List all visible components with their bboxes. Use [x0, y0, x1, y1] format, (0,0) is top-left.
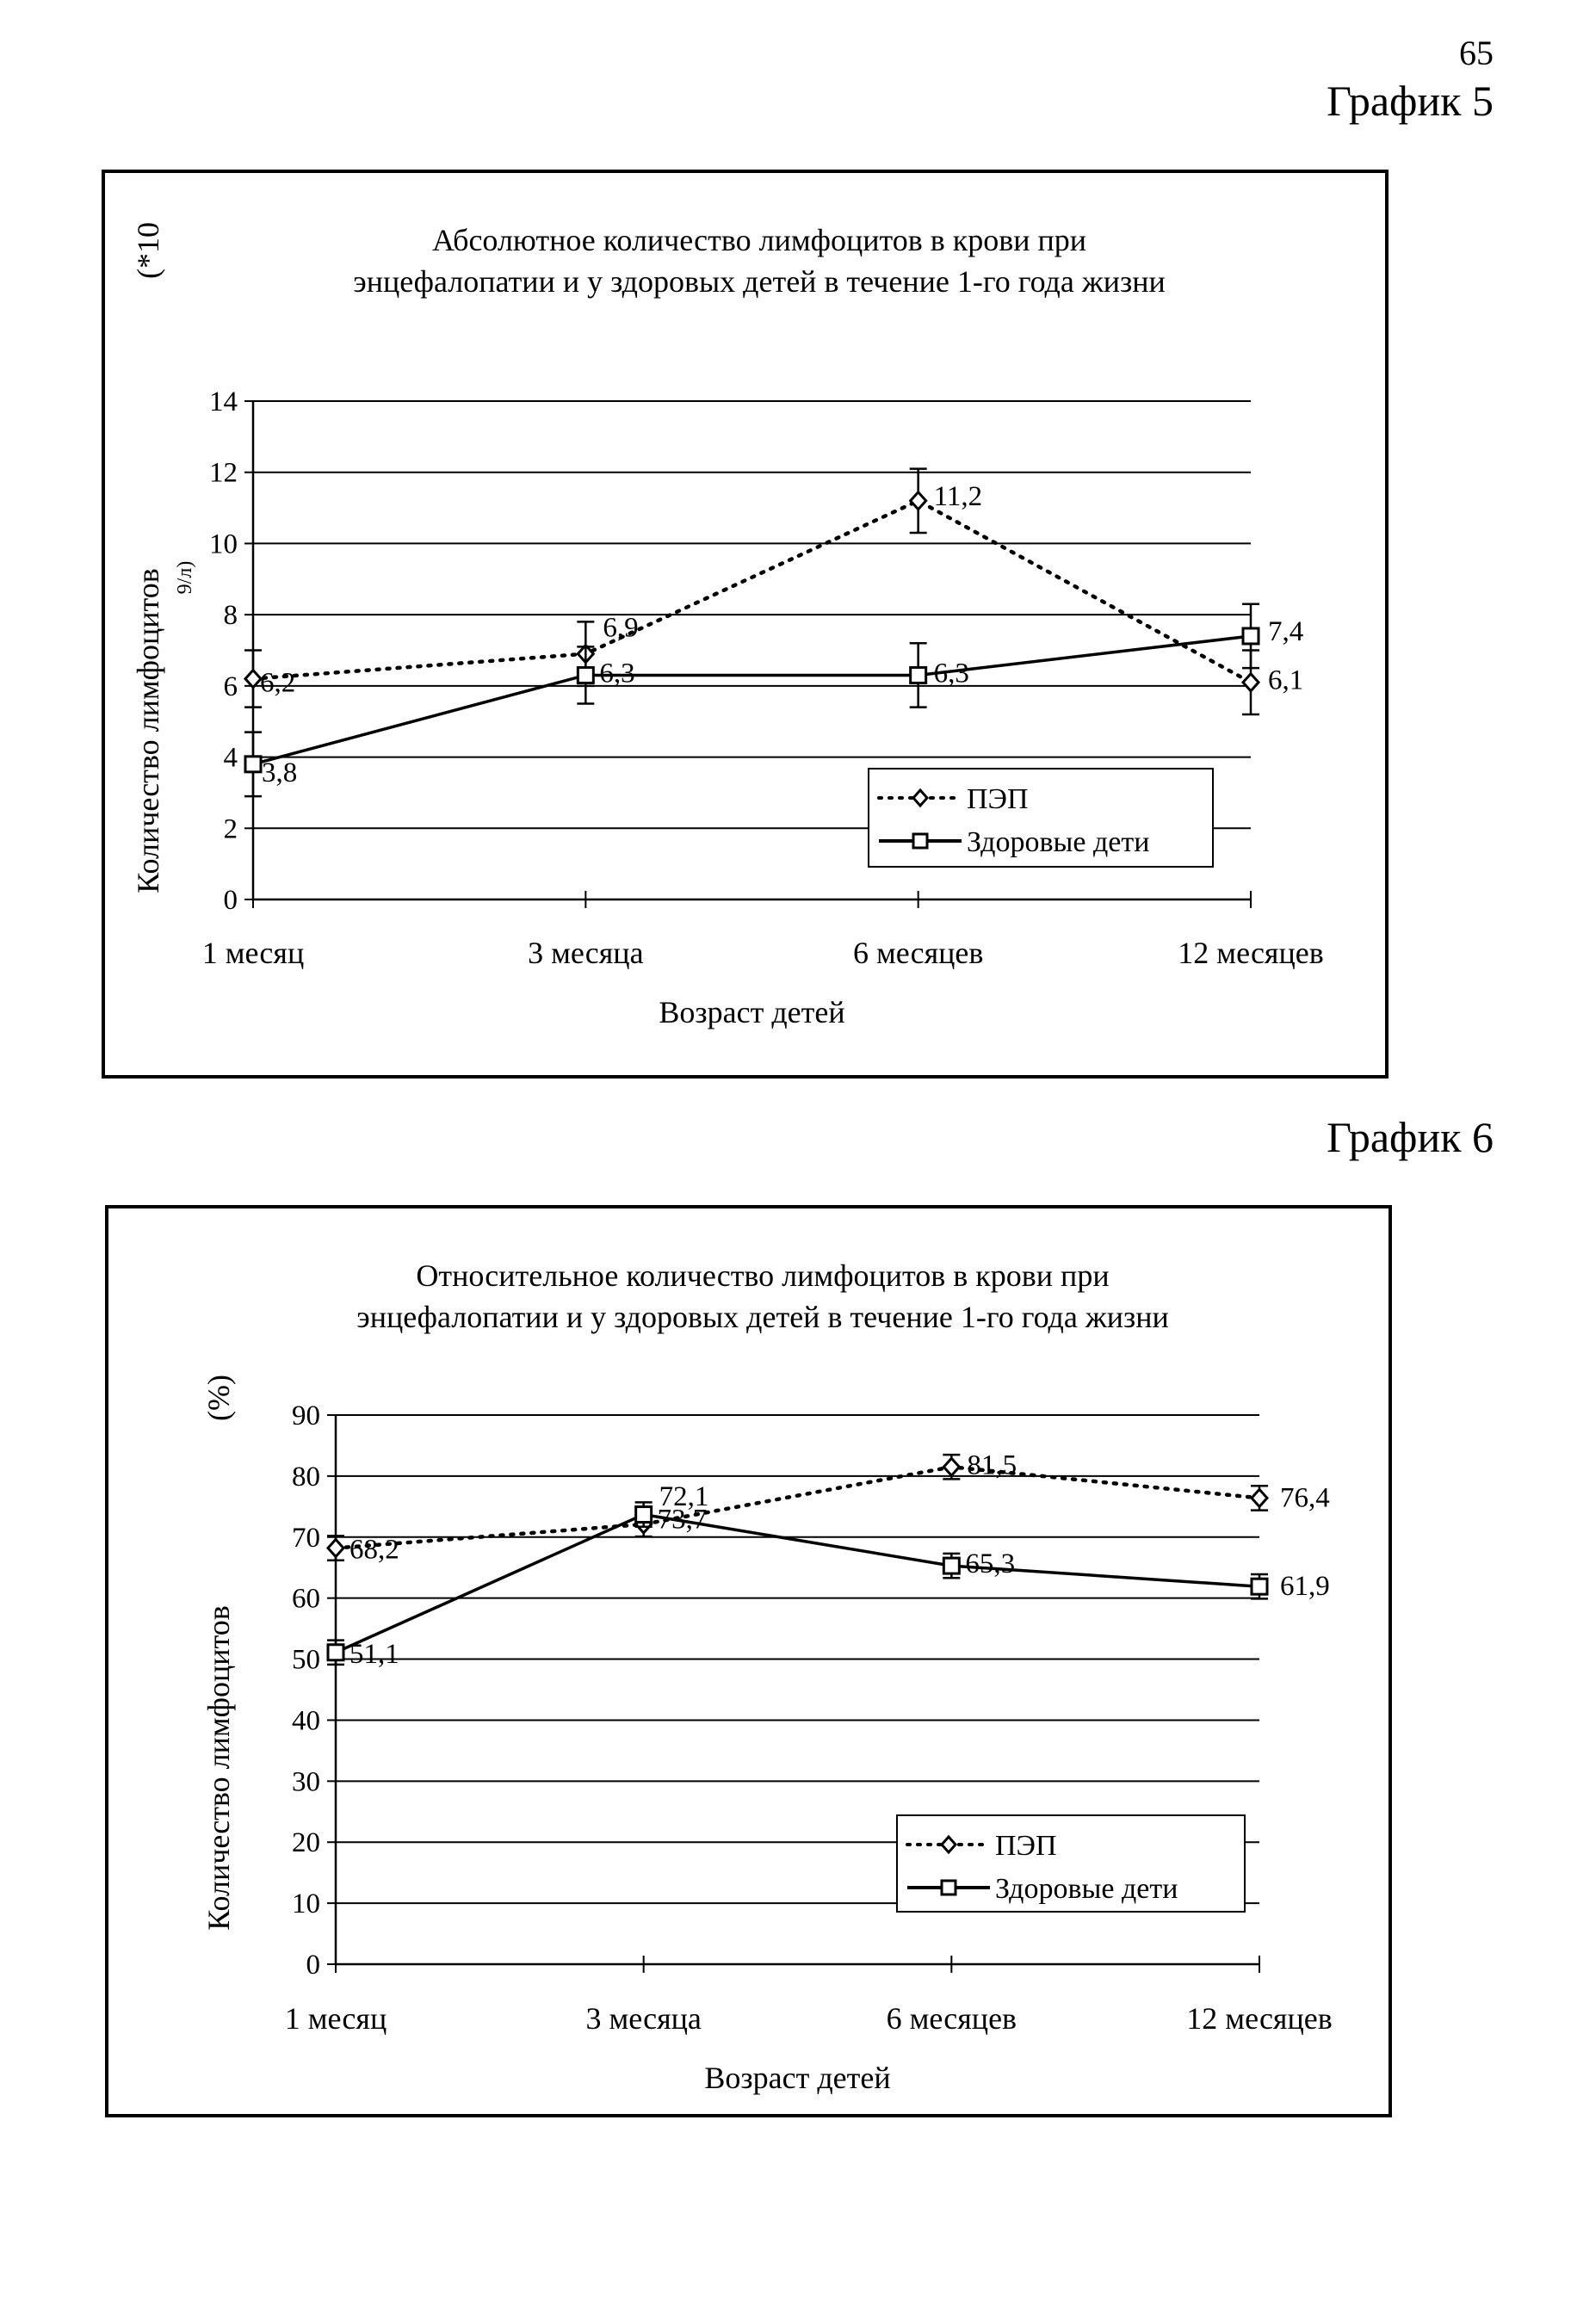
legend — [897, 1815, 1245, 1912]
y-tick-label: 10 — [292, 1888, 320, 1920]
legend-entry: ПЭП — [995, 1830, 1057, 1862]
page-number: 65 — [1459, 34, 1494, 72]
x-axis-label: Возраст детей — [659, 995, 845, 1029]
y-tick-label: 80 — [292, 1461, 320, 1493]
y-tick-label: 4 — [223, 742, 238, 774]
chart-title-line: Относительное количество лимфоцитов в крови при — [416, 1258, 1110, 1293]
data-point-square — [245, 757, 261, 772]
series-healthy — [244, 604, 1303, 796]
series-line — [253, 636, 1251, 764]
data-label: 73,7 — [657, 1504, 708, 1536]
data-point-diamond — [911, 492, 926, 510]
y-tick-label: 40 — [292, 1705, 320, 1737]
data-point-diamond — [328, 1540, 343, 1557]
graph-6-label: График 6 — [1327, 1113, 1494, 1161]
series-line — [336, 1467, 1259, 1548]
data-point-square — [911, 667, 926, 683]
legend-entry: ПЭП — [967, 783, 1029, 815]
legend-entry: Здоровые дети — [995, 1873, 1178, 1905]
data-point-square — [1243, 628, 1259, 644]
data-point-diamond — [943, 1458, 959, 1475]
data-point-square — [636, 1507, 652, 1523]
y-axis-label: Количество лимфоцитов — [131, 568, 165, 893]
x-axis-label: Возраст детей — [704, 2061, 891, 2095]
series-pep — [327, 1449, 1330, 1565]
legend — [869, 769, 1213, 867]
chart-title-line: энцефалопатии и у здоровых детей в течение 1-го года жизни — [356, 1300, 1169, 1334]
y-tick-label: 8 — [223, 600, 238, 632]
data-label: 6,2 — [260, 667, 296, 699]
data-point-square — [578, 667, 593, 683]
data-point-diamond — [245, 671, 261, 688]
y-axis-unit: (*10 — [131, 222, 165, 279]
y-axis-unit: (%) — [201, 1375, 236, 1421]
y-tick-label: 12 — [209, 457, 238, 489]
x-tick-label: 6 месяцев — [852, 936, 984, 970]
y-axis-label: Количество лимфоцитов — [201, 1605, 236, 1931]
y-tick-label: 90 — [292, 1400, 320, 1431]
y-tick-label: 20 — [292, 1827, 320, 1859]
y-tick-label: 0 — [306, 1950, 320, 1981]
data-point-square — [943, 1558, 959, 1573]
data-label: 3,8 — [262, 757, 298, 788]
x-tick-label: 12 месяцев — [1178, 936, 1324, 970]
data-label: 6,9 — [603, 612, 639, 644]
data-label: 68,2 — [349, 1534, 399, 1566]
x-tick-label: 1 месяц — [284, 2001, 387, 2036]
y-axis-unit-superscript: 9/л) — [174, 560, 196, 595]
legend-entry: Здоровые дети — [967, 826, 1150, 858]
legend-marker-square — [913, 834, 927, 848]
y-tick-label: 0 — [223, 885, 238, 916]
y-tick-label: 10 — [209, 528, 238, 560]
data-label: 81,5 — [967, 1449, 1017, 1481]
data-label: 7,4 — [1268, 615, 1304, 647]
y-tick-label: 60 — [292, 1583, 320, 1615]
data-label: 51,1 — [349, 1638, 399, 1670]
data-label: 6,3 — [933, 658, 969, 689]
data-label: 76,4 — [1280, 1482, 1330, 1514]
y-tick-label: 50 — [292, 1644, 320, 1676]
data-label: 65,3 — [965, 1548, 1016, 1580]
data-label: 6,1 — [1268, 664, 1304, 696]
x-tick-label: 3 месяца — [585, 2001, 702, 2036]
chart-title-line: Абсолютное количество лимфоцитов в крови при — [431, 223, 1087, 257]
series-healthy — [327, 1502, 1330, 1669]
legend-marker-square — [942, 1881, 956, 1894]
data-point-diamond — [1243, 674, 1259, 691]
data-point-square — [328, 1645, 343, 1660]
chart-title-line: энцефалопатии и у здоровых детей в течение 1-го года жизни — [353, 264, 1166, 299]
y-tick-label: 14 — [209, 386, 238, 417]
y-tick-label: 2 — [223, 813, 238, 845]
x-tick-label: 1 месяц — [201, 936, 305, 970]
data-point-diamond — [1252, 1489, 1267, 1506]
x-tick-label: 12 месяцев — [1186, 2001, 1333, 2036]
y-tick-label: 6 — [223, 671, 238, 702]
x-tick-label: 6 месяцев — [886, 2001, 1017, 2036]
series-pep — [244, 469, 1303, 714]
y-tick-label: 30 — [292, 1766, 320, 1798]
chart-5-frame — [102, 170, 1389, 1079]
data-label: 6,3 — [599, 658, 635, 689]
data-label: 72,1 — [659, 1480, 709, 1512]
chart-5 — [105, 173, 1385, 1075]
graph-5-label: График 5 — [1327, 77, 1494, 125]
y-tick-label: 70 — [292, 1522, 320, 1554]
x-tick-label: 3 месяца — [528, 936, 644, 970]
data-point-square — [1252, 1579, 1267, 1594]
chart-6-frame — [105, 1205, 1392, 2117]
data-label: 11,2 — [933, 480, 983, 512]
series-line — [336, 1515, 1259, 1653]
data-label: 61,9 — [1280, 1571, 1330, 1603]
chart-6 — [108, 1208, 1389, 2114]
